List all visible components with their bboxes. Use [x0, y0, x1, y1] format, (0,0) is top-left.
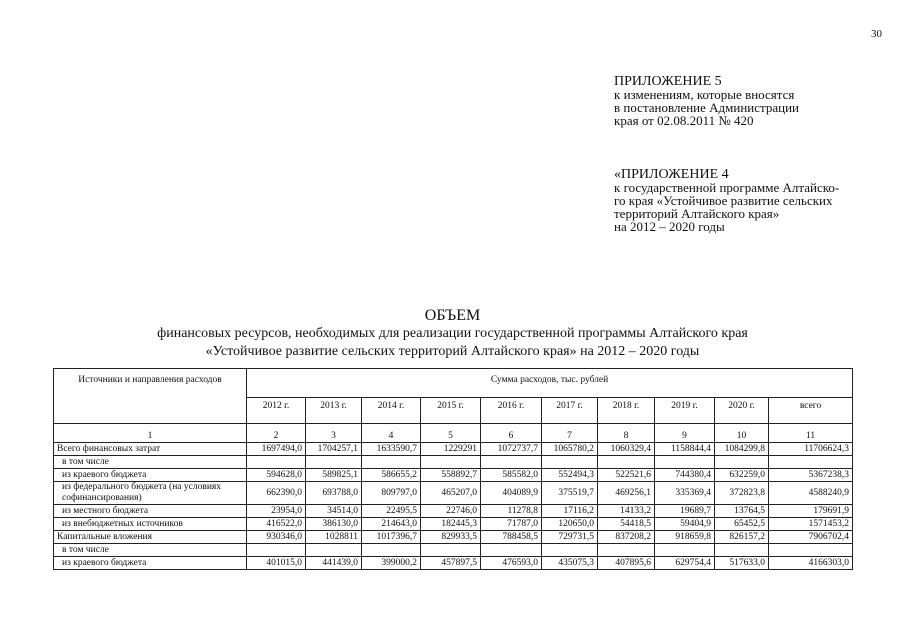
value-cell: [481, 456, 542, 469]
value-cell: [421, 544, 481, 557]
document-title: [0, 307, 905, 361]
row-label: в том числе: [54, 456, 247, 469]
value-cell: 399000,2: [362, 557, 421, 570]
title-line-2: финансовых ресурсов, необходимых для реализации государственной программы Алтайского края: [157, 326, 748, 341]
value-cell: 4588240,9: [769, 482, 853, 505]
value-cell: [715, 544, 769, 557]
column-index-cell: 5: [421, 424, 481, 443]
column-index-cell: 9: [655, 424, 715, 443]
year-header-cell: 2016 г.: [481, 398, 542, 424]
value-cell: 594628,0: [247, 469, 306, 482]
value-cell: 372823,8: [715, 482, 769, 505]
title-line-3: «Устойчивое развитие сельских территорий Алтайского края» на 2012 – 2020 годы: [205, 344, 700, 359]
title-line-1: ОБЪЕМ: [424, 307, 481, 324]
row-label: Всего финансовых затрат: [54, 443, 247, 456]
value-cell: 837208,2: [598, 531, 655, 544]
value-cell: 54418,5: [598, 518, 655, 531]
value-cell: 441439,0: [306, 557, 362, 570]
appendix-4-line: территорий Алтайского края»: [614, 206, 780, 221]
value-cell: 11706624,3: [769, 443, 853, 456]
year-header-cell: 2018 г.: [598, 398, 655, 424]
table-row: [54, 531, 853, 544]
year-header-cell: 2013 г.: [306, 398, 362, 424]
row-label: из краевого бюджета: [54, 469, 247, 482]
column-index-cell: 3: [306, 424, 362, 443]
year-header-cell: 2014 г.: [362, 398, 421, 424]
value-cell: 1158844,4: [655, 443, 715, 456]
value-cell: 589825,1: [306, 469, 362, 482]
table-row: [54, 443, 853, 456]
value-cell: 585582,0: [481, 469, 542, 482]
value-cell: 457897,5: [421, 557, 481, 570]
value-cell: [247, 544, 306, 557]
value-cell: 930346,0: [247, 531, 306, 544]
value-cell: 465207,0: [421, 482, 481, 505]
value-cell: 14133,2: [598, 505, 655, 518]
value-cell: 65452,5: [715, 518, 769, 531]
row-label: из федерального бюджета (на условиях софинансирования): [54, 482, 247, 505]
appendix-5-block: [614, 75, 799, 127]
value-cell: 1072737,7: [481, 443, 542, 456]
table-row: [54, 518, 853, 531]
value-cell: 19689,7: [655, 505, 715, 518]
value-cell: 34514,0: [306, 505, 362, 518]
appendix-4-line: го края «Устойчивое развитие сельских: [614, 193, 833, 208]
table-row: [54, 469, 853, 482]
header-source: Источники и направления расходов: [54, 369, 247, 424]
value-cell: 1633590,7: [362, 443, 421, 456]
value-cell: 11278,8: [481, 505, 542, 518]
value-cell: 629754,4: [655, 557, 715, 570]
value-cell: 1697494,0: [247, 443, 306, 456]
value-cell: 59404,9: [655, 518, 715, 531]
value-cell: 1571453,2: [769, 518, 853, 531]
column-index-cell: 2: [247, 424, 306, 443]
value-cell: 662390,0: [247, 482, 306, 505]
value-cell: 1084299,8: [715, 443, 769, 456]
year-header-cell: всего: [769, 398, 853, 424]
value-cell: 404089,9: [481, 482, 542, 505]
value-cell: 552494,3: [542, 469, 598, 482]
value-cell: 1704257,1: [306, 443, 362, 456]
value-cell: [598, 544, 655, 557]
value-cell: 744380,4: [655, 469, 715, 482]
value-cell: [655, 544, 715, 557]
appendix-4-title: «ПРИЛОЖЕНИЕ 4: [614, 167, 729, 182]
value-cell: 23954,0: [247, 505, 306, 518]
value-cell: 214643,0: [362, 518, 421, 531]
column-index-cell: 4: [362, 424, 421, 443]
value-cell: [542, 544, 598, 557]
year-header-cell: 2015 г.: [421, 398, 481, 424]
column-index-cell: 1: [54, 424, 247, 443]
value-cell: 469256,1: [598, 482, 655, 505]
value-cell: [655, 456, 715, 469]
value-cell: [598, 456, 655, 469]
value-cell: 375519,7: [542, 482, 598, 505]
table-row: [54, 557, 853, 570]
value-cell: 1028811: [306, 531, 362, 544]
value-cell: 13764,5: [715, 505, 769, 518]
table-row: [54, 505, 853, 518]
value-cell: [247, 456, 306, 469]
value-cell: 4166303,0: [769, 557, 853, 570]
value-cell: 120650,0: [542, 518, 598, 531]
appendix-4-block: [614, 168, 839, 233]
value-cell: 476593,0: [481, 557, 542, 570]
column-index-cell: 11: [769, 424, 853, 443]
table-row: [54, 482, 853, 505]
value-cell: 22495,5: [362, 505, 421, 518]
value-cell: 586655,2: [362, 469, 421, 482]
value-cell: [715, 456, 769, 469]
appendix-5-line: в постановление Администрации: [614, 100, 800, 115]
appendix-5-title: ПРИЛОЖЕНИЕ 5: [614, 74, 722, 89]
financing-table: [53, 368, 853, 570]
value-cell: [769, 544, 853, 557]
value-cell: [769, 456, 853, 469]
table-row: [54, 544, 853, 557]
value-cell: 632259,0: [715, 469, 769, 482]
value-cell: 335369,4: [655, 482, 715, 505]
value-cell: 7906702,4: [769, 531, 853, 544]
value-cell: 729731,5: [542, 531, 598, 544]
column-index-cell: 7: [542, 424, 598, 443]
table-row: [54, 456, 853, 469]
appendix-4-line: к государственной программе Алтайско-: [614, 180, 840, 195]
column-index-cell: 8: [598, 424, 655, 443]
year-header-cell: 2020 г.: [715, 398, 769, 424]
table-body: [54, 443, 853, 570]
row-label: из местного бюджета: [54, 505, 247, 518]
value-cell: [362, 456, 421, 469]
value-cell: 5367238,3: [769, 469, 853, 482]
value-cell: 918659,8: [655, 531, 715, 544]
value-cell: 809797,0: [362, 482, 421, 505]
value-cell: 179691,9: [769, 505, 853, 518]
value-cell: [421, 456, 481, 469]
value-cell: 826157,2: [715, 531, 769, 544]
page-number: 30: [871, 28, 882, 40]
value-cell: 22746,0: [421, 505, 481, 518]
value-cell: 829933,5: [421, 531, 481, 544]
value-cell: [306, 456, 362, 469]
appendix-5-line: к изменениям, которые вносятся: [614, 87, 795, 102]
appendix-4-line: на 2012 – 2020 годы: [614, 219, 725, 234]
year-header-cell: 2019 г.: [655, 398, 715, 424]
column-index-cell: 10: [715, 424, 769, 443]
row-label: из внебюджетных источников: [54, 518, 247, 531]
value-cell: 17116,2: [542, 505, 598, 518]
year-header-cell: 2017 г.: [542, 398, 598, 424]
row-label: в том числе: [54, 544, 247, 557]
value-cell: [362, 544, 421, 557]
value-cell: 1060329,4: [598, 443, 655, 456]
row-label: Капитальные вложения: [54, 531, 247, 544]
value-cell: 517633,0: [715, 557, 769, 570]
value-cell: 1065780,2: [542, 443, 598, 456]
value-cell: [481, 544, 542, 557]
value-cell: 1017396,7: [362, 531, 421, 544]
column-index-row: [54, 424, 853, 443]
value-cell: 71787,0: [481, 518, 542, 531]
header-sum: Сумма расходов, тыс. рублей: [247, 369, 853, 398]
value-cell: 693788,0: [306, 482, 362, 505]
year-header-cell: 2012 г.: [247, 398, 306, 424]
value-cell: 1229291: [421, 443, 481, 456]
value-cell: 407895,6: [598, 557, 655, 570]
value-cell: 386130,0: [306, 518, 362, 531]
value-cell: 416522,0: [247, 518, 306, 531]
appendix-5-line: края от 02.08.2011 № 420: [614, 113, 754, 128]
value-cell: 182445,3: [421, 518, 481, 531]
value-cell: 522521,6: [598, 469, 655, 482]
value-cell: 558892,7: [421, 469, 481, 482]
value-cell: 788458,5: [481, 531, 542, 544]
value-cell: 435075,3: [542, 557, 598, 570]
value-cell: [306, 544, 362, 557]
row-label: из краевого бюджета: [54, 557, 247, 570]
column-index-cell: 6: [481, 424, 542, 443]
value-cell: 401015,0: [247, 557, 306, 570]
value-cell: [542, 456, 598, 469]
